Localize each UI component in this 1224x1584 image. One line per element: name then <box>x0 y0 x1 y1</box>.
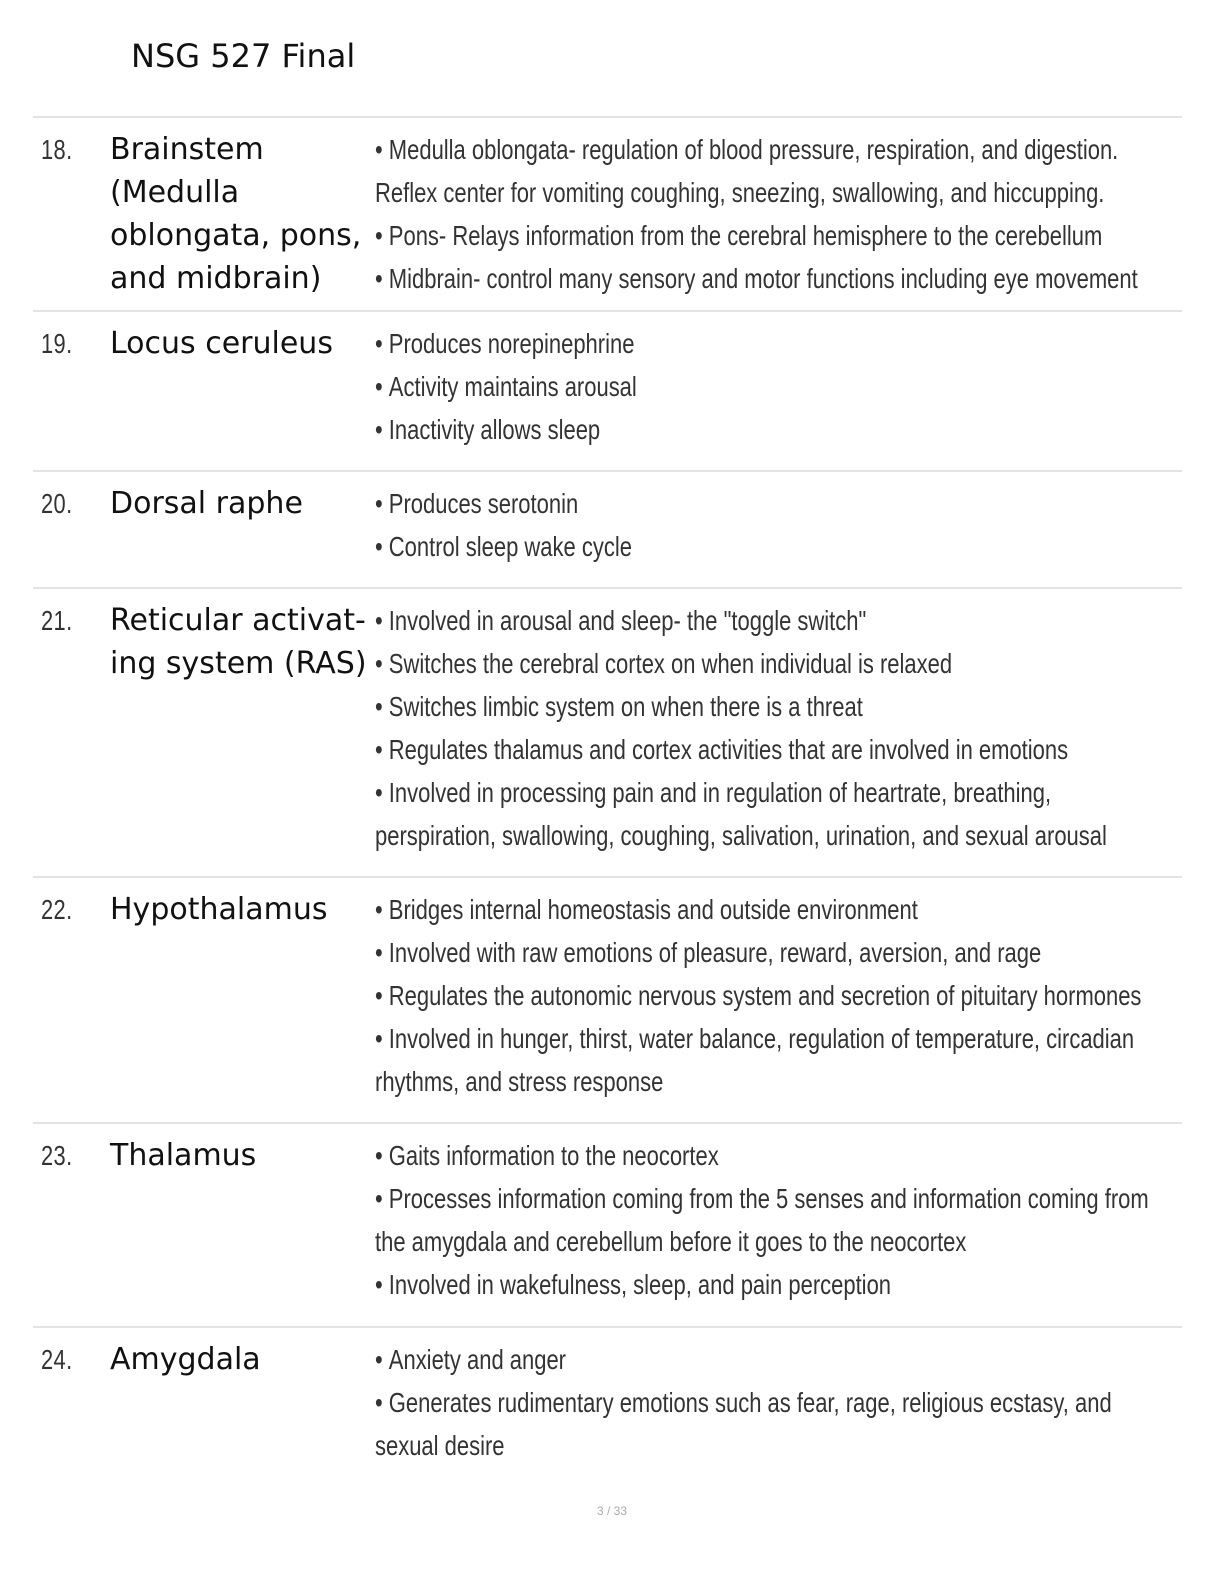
card-number: 19. <box>41 328 73 359</box>
definition-item: • Involved in arousal and sleep- the "toggle switch" <box>375 599 1164 642</box>
definition-item: • Regulates thalamus and cortex activities that are involved in emotions <box>375 728 1164 771</box>
definition-item: • Gaits information to the neocortex <box>375 1134 1164 1177</box>
definition-item: • Medulla oblongata- regulation of blood pressure, respiration, and digestion. Reflex center for vomiting coughing, sneezing, swallowing, and hiccupping. <box>375 128 1164 214</box>
definition-item: • Processes information coming from the 5 senses and information coming from the amygdala and cerebellum before it goes to the neocortex <box>375 1177 1164 1263</box>
card-term: Dorsal raphe <box>110 486 303 521</box>
definition-item: • Pons- Relays information from the cerebral hemisphere to the cerebellum <box>375 214 1164 257</box>
card-number: 21. <box>41 605 73 636</box>
card-definitions <box>375 322 1164 451</box>
card-definitions <box>375 482 1164 568</box>
definition-item: • Switches the cerebral cortex on when individual is relaxed <box>375 642 1164 685</box>
card-term: Amygdala <box>110 1342 261 1377</box>
card-definitions <box>375 1338 1164 1467</box>
card-number: 22. <box>41 894 73 925</box>
card-term: Hypothalamus <box>110 892 328 927</box>
definition-item: • Bridges internal homeostasis and outside environment <box>375 888 1164 931</box>
definition-item: • Produces norepinephrine <box>375 322 1164 365</box>
document-title: NSG 527 Final <box>131 37 356 75</box>
definition-item: • Involved in hunger, thirst, water balance, regulation of temperature, circadian rhythms, and stress response <box>375 1017 1164 1103</box>
definition-item: • Involved in processing pain and in regulation of heartrate, breathing, perspiration, swallowing, coughing, salivation, urination, and sexual arousal <box>375 771 1164 857</box>
definition-item: • Produces serotonin <box>375 482 1164 525</box>
definition-item: • Generates rudimentary emotions such as fear, rage, religious ecstasy, and sexual desire <box>375 1381 1164 1467</box>
flashcard <box>33 470 1182 587</box>
definition-item: • Activity maintains arousal <box>375 365 1164 408</box>
card-definitions <box>375 888 1164 1103</box>
card-term: Reticular activating system (RAS) <box>110 603 367 681</box>
flashcard <box>33 1122 1182 1326</box>
flashcard <box>33 116 1182 310</box>
card-term: Thalamus <box>110 1138 257 1173</box>
definition-item: • Midbrain- control many sensory and motor functions including eye movement <box>375 257 1164 300</box>
flashcard-list <box>33 116 1182 1486</box>
card-definitions <box>375 128 1164 300</box>
card-term: Locus ceruleus <box>110 326 333 361</box>
flashcard <box>33 1326 1182 1486</box>
definition-item: • Anxiety and anger <box>375 1338 1164 1381</box>
definition-item: • Switches limbic system on when there is a threat <box>375 685 1164 728</box>
definition-item: • Inactivity allows sleep <box>375 408 1164 451</box>
card-definitions <box>375 599 1164 857</box>
card-number: 18. <box>41 134 73 165</box>
definition-item: • Regulates the autonomic nervous system and secretion of pituitary hormones <box>375 974 1164 1017</box>
card-definitions <box>375 1134 1164 1306</box>
definition-item: • Involved with raw emotions of pleasure, reward, aversion, and rage <box>375 931 1164 974</box>
card-number: 23. <box>41 1140 73 1171</box>
definition-item: • Control sleep wake cycle <box>375 525 1164 568</box>
flashcard <box>33 587 1182 876</box>
card-term: Brainstem (Medulla oblongata, pons, and midbrain) <box>110 132 362 296</box>
card-number: 24. <box>41 1344 73 1375</box>
definition-item: • Involved in wakefulness, sleep, and pain perception <box>375 1263 1164 1306</box>
page-indicator: 3 / 33 <box>596 1504 628 1518</box>
card-number: 20. <box>41 488 73 519</box>
flashcard <box>33 876 1182 1122</box>
flashcard <box>33 310 1182 470</box>
